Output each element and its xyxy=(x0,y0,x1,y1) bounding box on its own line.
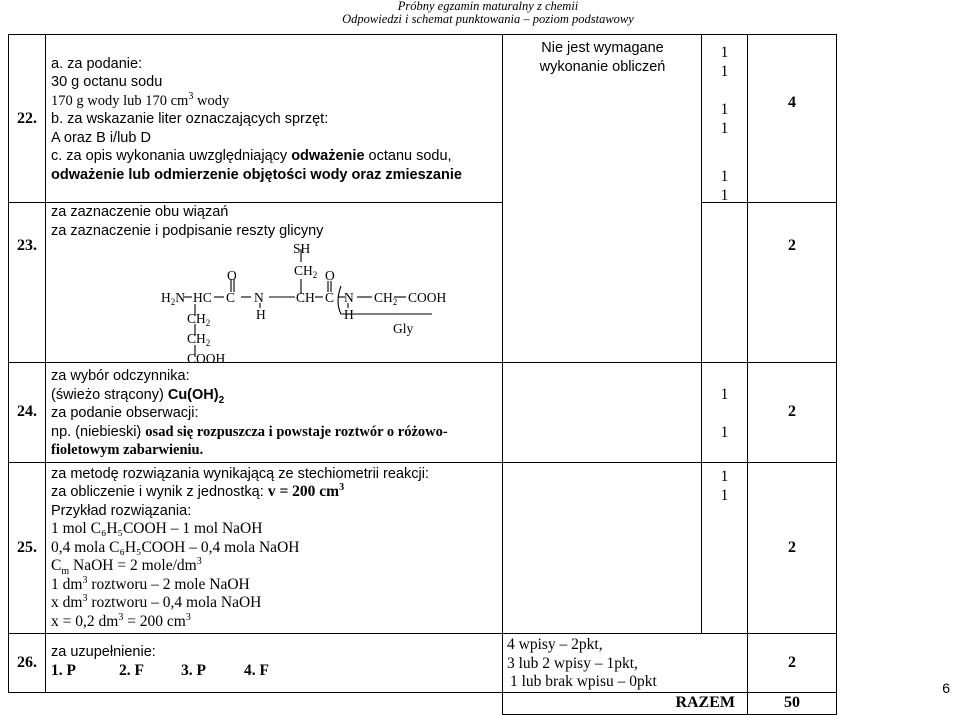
answer-item: 2. F xyxy=(119,661,144,679)
formula-c1: C xyxy=(226,290,236,305)
answer-a2-end: wody xyxy=(193,92,230,109)
point-value: 1 xyxy=(720,101,729,118)
summary-row xyxy=(9,692,837,714)
total-points: 2 xyxy=(748,203,837,363)
answer-c: odważenie lub odmierzenie objętości wody oraz zmieszanie xyxy=(51,166,462,183)
criterion-line: za podanie obserwacji: xyxy=(51,405,199,421)
razem-value: 50 xyxy=(748,692,837,714)
formula-hc: HC xyxy=(193,290,212,305)
answer-bold: v = 200 cm xyxy=(267,483,340,500)
total-points: 2 xyxy=(748,363,837,463)
remark-line: 3 lub 2 wpisy – 1pkt, xyxy=(507,654,638,672)
criterion-c-end: octanu sodu, xyxy=(364,148,452,165)
formula-gly: Gly xyxy=(393,321,414,336)
page-number: 6 xyxy=(942,680,950,696)
superscript: 3 xyxy=(339,481,345,493)
point-value: 1 xyxy=(720,386,729,403)
formula-n1: N xyxy=(254,290,264,305)
remark-line: 1 lub brak wpisu – 0pkt xyxy=(510,673,657,690)
point-value: 1 xyxy=(720,63,729,80)
formula-h2: H xyxy=(344,307,354,322)
formula-ch2: $CH_2$ xyxy=(294,263,318,280)
point-value: 1 xyxy=(720,486,729,504)
calc-line: roztworu – 2 mole NaOH xyxy=(87,575,250,593)
criteria-cell xyxy=(46,203,503,363)
table-row-25 xyxy=(9,462,837,634)
point-value: 1 xyxy=(720,187,729,204)
answer-item: 4. F xyxy=(244,661,269,679)
criterion-line: za obliczenie i wynik z jednostką: xyxy=(51,484,268,500)
points-cell xyxy=(702,168,748,363)
answer-bold: osad się rozpuszcza i powstaje roztwór o różowo- xyxy=(145,423,448,440)
superscript: 3 xyxy=(118,611,124,623)
razem-label: RAZEM xyxy=(503,692,748,714)
criteria-cell xyxy=(46,462,503,634)
criterion-b: b. za wskazanie liter oznaczających sprzęt: xyxy=(51,111,329,128)
formula-ch2-a: $CH_2$ xyxy=(187,311,211,328)
answer-text: np. (niebieski) xyxy=(51,423,146,440)
calc-line: C xyxy=(51,557,62,574)
formula-o2: O xyxy=(325,268,335,283)
answer-b: A oraz B i/lub D xyxy=(51,129,151,146)
superscript: 3 xyxy=(82,574,88,586)
criterion-line: za wybór odczynnika: xyxy=(51,368,190,384)
header-subtitle: Odpowiedzi i schemat punktowania – poziom podstawowy xyxy=(342,12,634,26)
criterion-line: za zaznaczenie obu wiązań xyxy=(51,204,229,220)
task-number: 24. xyxy=(9,363,46,463)
remark-cell xyxy=(503,363,702,463)
formula-h2n: $H_2N$ xyxy=(161,290,185,307)
points-cell xyxy=(702,363,748,463)
remark-line: wykonanie obliczeń xyxy=(539,58,666,75)
table-row-23 xyxy=(9,203,837,363)
task-number: 26. xyxy=(9,634,46,693)
answer-bold: fioletowym zabarwieniu. xyxy=(51,442,204,458)
total-points: 4 xyxy=(748,35,837,203)
total-points: 2 xyxy=(748,634,837,693)
subscript: 2 xyxy=(218,394,225,406)
criterion-a: a. za podanie: xyxy=(51,55,143,72)
formula-n2: N xyxy=(344,290,354,305)
remark-line: 4 wpisy – 2pkt, xyxy=(507,636,603,653)
superscript: 3 xyxy=(82,592,88,604)
criterion-line: za metodę rozwiązania wynikającą ze stechiometrii reakcji: xyxy=(51,465,429,482)
peptide-formula xyxy=(48,242,448,362)
calc-line: 1 dm xyxy=(51,575,83,593)
answer-a1: 30 g octanu sodu xyxy=(51,74,163,91)
formula-ch: CH xyxy=(296,290,315,305)
remark-cell xyxy=(503,462,702,634)
superscript: 3 xyxy=(188,90,194,102)
table-row-24 xyxy=(9,363,837,463)
calc-line: x dm xyxy=(51,594,83,611)
criterion-line: za zaznaczenie i podpisanie reszty glicyny xyxy=(51,222,324,239)
criteria-cell xyxy=(46,634,503,693)
answer-item: 1. P xyxy=(51,661,76,679)
point-value: 1 xyxy=(720,424,729,441)
formula-ch2-b: $CH_2$ xyxy=(187,331,211,348)
criterion-c-bold: odważenie xyxy=(291,148,365,165)
criterion-c: c. za opis wykonania uwzględniający xyxy=(51,148,292,165)
remark-cell xyxy=(503,634,748,693)
superscript: 3 xyxy=(185,611,191,623)
remark-line: Nie jest wymagane xyxy=(541,40,664,56)
remark-cell xyxy=(503,35,702,363)
points-cell xyxy=(702,462,748,634)
calc-line: roztworu – 0,4 mola NaOH xyxy=(87,594,262,611)
superscript: 3 xyxy=(196,555,202,567)
formula-ch2-gly: $CH_2$ xyxy=(374,290,398,307)
formula-o1: O xyxy=(227,268,237,283)
point-value: 1 xyxy=(720,168,729,185)
formula-h1: H xyxy=(256,307,266,322)
task-number: 25. xyxy=(9,462,46,634)
table-row-26 xyxy=(9,634,837,693)
calc-line: = 200 cm xyxy=(123,612,186,630)
subscript: m xyxy=(61,566,70,578)
point-value: 1 xyxy=(720,120,729,137)
example-heading: Przykład rozwiązania: xyxy=(51,502,192,519)
point-value: 1 xyxy=(720,467,729,485)
criteria-cell xyxy=(46,363,503,463)
task-number: 23. xyxy=(9,203,46,363)
answer-bold: Cu(OH) xyxy=(167,386,219,403)
formula-cooh1: COOH xyxy=(408,290,447,305)
calc-line: x = 0,2 dm xyxy=(51,612,119,630)
task-number: 22. xyxy=(9,35,46,203)
header-title: Próbny egzamin maturalny z chemii xyxy=(397,0,579,13)
answer-item: 3. P xyxy=(181,661,206,679)
answer-text: (świeżo strącony) xyxy=(51,386,168,403)
formula-sh: SH xyxy=(293,242,311,256)
criteria-cell xyxy=(46,35,503,203)
scoring-table xyxy=(8,34,837,715)
answer-a2: 170 g wody lub 170 cm xyxy=(51,92,189,109)
point-value: 1 xyxy=(720,44,729,61)
criterion-line: za uzupełnienie: xyxy=(51,644,156,661)
formula-c2: C xyxy=(325,290,335,305)
total-points: 2 xyxy=(748,462,837,634)
calc-line: NaOH = 2 mole/dm xyxy=(69,557,197,574)
calc-line: 1 mol C₆H₅COOH – 1 mol NaOH xyxy=(51,520,263,537)
calc-line: 0,4 mola C₆H₅COOH – 0,4 mola NaOH xyxy=(51,538,300,556)
formula-cooh2: COOH xyxy=(187,351,226,362)
